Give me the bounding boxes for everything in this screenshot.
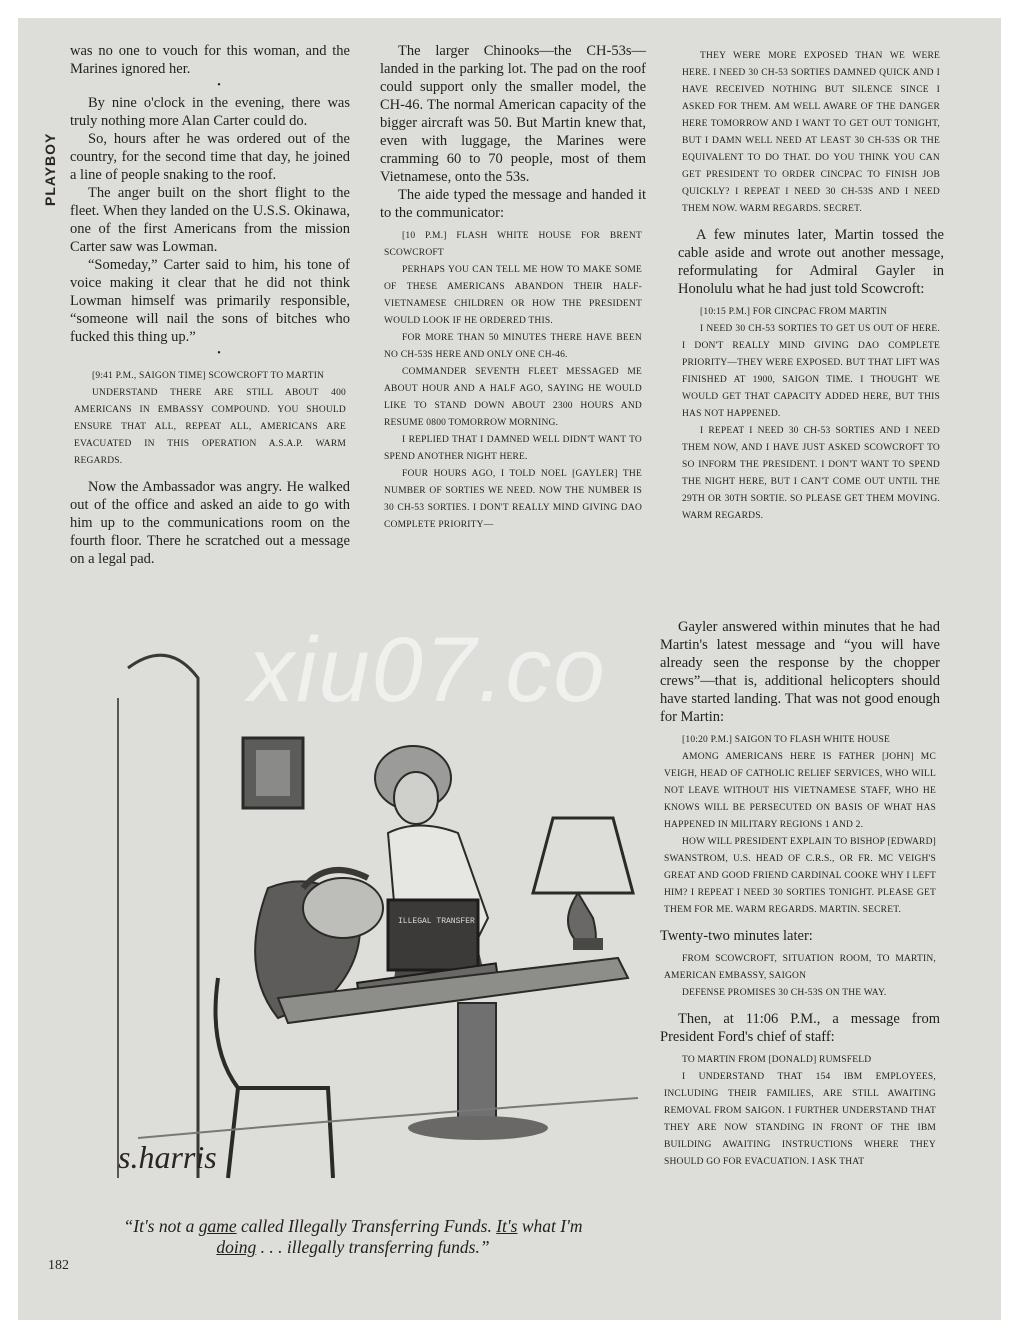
text-column-1 — [70, 42, 350, 568]
cable-block — [660, 732, 940, 919]
section-bullet: • — [217, 80, 221, 91]
paragraph: The larger Chinooks—the CH-53s—landed in the parking lot. The pad on the roof could support only the smaller model, the CH-46. The normal American capacity of the bigger aircraft was 50. But Martin knew that, even with luggage, the Marines were cramming 60 to 70 people, most of them Vietnamese, onto the 53s. — [380, 43, 646, 185]
cable-text: I UNDERSTAND THAT 154 IBM EMPLOYEES, INCLUDING THEIR FAMILIES, ARE STILL AWAITING REMOVAL FROM SAIGON. I FURTHER UNDERSTAND THAT THEY ARE NOW STANDING IN FRONT OF THE IBM BUILDING AWAITING INSTRUCTIONS WHERE THEY SHOULD GO FOR EVACUATION. I ASK THAT — [664, 1072, 936, 1167]
text-column-3-lower — [660, 618, 940, 1179]
woman-face — [394, 772, 438, 824]
cable-block — [678, 304, 944, 525]
cable-block — [660, 951, 940, 1002]
cable-header: [10:15 P.M.] FOR CINCPAC FROM MARTIN — [700, 307, 888, 317]
cable-text: I NEED 30 CH-53 SORTIES TO GET US OUT OF HERE. I DON'T REALLY MIND GIVING DAO COMPLETE PRIORITY—THEY WERE EXPOSED. BUT THAT LIFT WAS FINISHED AT 1900, SAIGON TIME. I THOUGHT WE WOULD GET THAT CAPACITY ADDED HERE, BUT THIS HAS NOT HAPPENED. — [682, 324, 940, 419]
section-bullet: • — [217, 348, 221, 359]
lamp-foot — [573, 938, 603, 950]
cable-block — [70, 368, 350, 470]
caption-emphasis: doing — [216, 1237, 257, 1257]
man-head — [303, 878, 383, 938]
paragraph: A few minutes later, Martin tossed the cable aside and wrote out another message, reformulating for Admiral Gayler in Honolulu what he had just told Scowcroft: — [678, 227, 944, 297]
floor-line — [138, 1098, 638, 1138]
cable-text: AMONG AMERICANS HERE IS FATHER [JOHN] MC VEIGH, HEAD OF CATHOLIC RELIEF SERVICES, WHO WILL NOT LEAVE WITHOUT HIS VIETNAMESE STAFF, WHO HE KNOWS WILL BE PERSECUTED ON BASIS OF WHAT HAS HAPPENED IN MILITARY REGIONS 1 AND 2. — [664, 752, 936, 830]
cable-header: [10 P.M.] FLASH WHITE HOUSE FOR BRENT SCOWCROFT — [384, 231, 642, 258]
artist-signature: s.harris — [118, 1139, 217, 1175]
cable-text: UNDERSTAND THERE ARE STILL ABOUT 400 AMERICANS IN EMBASSY COMPOUND. YOU SHOULD ENSURE THAT ALL, REPEAT ALL, AMERICANS ARE EVACUATED IN THIS OPERATION A.S.A.P. WARM REGARDS. — [74, 388, 346, 466]
cartoon-caption — [118, 1216, 588, 1258]
cable-text: I REPLIED THAT I DAMNED WELL DIDN'T WANT TO SPEND ANOTHER NIGHT HERE. — [384, 435, 642, 462]
paragraph: The anger built on the short flight to the fleet. When they landed on the U.S.S. Okinawa, one of the first Americans from the mission Carter saw was Lowman. — [70, 185, 350, 255]
caption-text: . . . illegally transferring funds.” — [256, 1237, 490, 1257]
paragraph: Gayler answered within minutes that he had Martin's latest message and “you will have already seen the response by the chopper crews”—that is, additional helicopters should have started landing. That was not good enough for Martin: — [660, 619, 940, 725]
monitor-screen-text: ILLEGAL TRANSFER — [398, 917, 475, 926]
caption-text: “It's not a — [123, 1216, 199, 1236]
cable-text: DEFENSE PROMISES 30 CH-53S ON THE WAY. — [682, 988, 887, 998]
magazine-name: PLAYBOY — [42, 132, 58, 206]
page-number: 182 — [48, 1258, 69, 1273]
cable-block — [380, 228, 646, 534]
paragraph: Twenty-two minutes later: — [660, 928, 813, 944]
caption-emphasis: game — [198, 1216, 237, 1236]
text-column-2 — [380, 42, 646, 542]
cable-block — [660, 1052, 940, 1171]
watermark: xiu07.co — [248, 619, 607, 721]
paragraph: The aide typed the message and handed it to the communicator: — [380, 187, 646, 221]
paragraph: Then, at 11:06 P.M., a message from President Ford's chief of staff: — [660, 1011, 940, 1045]
desk-leg — [458, 1003, 496, 1123]
computer-monitor — [388, 900, 478, 970]
cable-text: FOUR HOURS AGO, I TOLD NOEL [GAYLER] THE NUMBER OF SORTIES WE NEED. NOW THE NUMBER IS 30 CH-53 SORTIES. I DON'T REALLY MIND GIVING DAO COMPLETE PRIORITY— — [384, 469, 642, 530]
cable-header: [9:41 P.M., SAIGON TIME] SCOWCROFT TO MARTIN — [92, 371, 325, 381]
cable-text: THEY WERE MORE EXPOSED THAN WE WERE HERE. I NEED 30 CH-53 SORTIES DAMNED QUICK AND I HAVE RECEIVED NOTHING BUT SILENCE SINCE I ASKED FOR THEM. AM WELL AWARE OF THE DANGER HERE TOMORROW AND I WANT TO GET OUT TONIGHT, BUT I DAMN WELL NEED AT LEAST 30 CH-53S OR THE EQUIVALENT TO DO THAT. DO YOU THINK YOU CAN GET PRESIDENT TO ORDER CINCPAC TO FINISH JOB QUICKLY? I REPEAT I NEED 30 CH-53S AND I NEED THEM NOW. WARM REGARDS. SECRET. — [682, 51, 940, 214]
cable-header: [10:20 P.M.] SAIGON TO FLASH WHITE HOUSE — [682, 735, 891, 745]
desk-base — [408, 1116, 548, 1140]
paragraph: So, hours after he was ordered out of the country, for the second time that day, he joined a line of people snaking to the roof. — [70, 131, 350, 183]
cable-text: PERHAPS YOU CAN TELL ME HOW TO MAKE SOME OF THESE AMERICANS ABANDON THEIR HALF-VIETNAMESE CHILDREN OR HOW THE PRESIDENT WOULD LOOK IF HE ORDERED THIS. — [384, 265, 642, 326]
caption-text: called Illegally Transferring Funds. — [236, 1216, 497, 1236]
text-column-3 — [678, 42, 944, 533]
cable-text: COMMANDER SEVENTH FLEET MESSAGED ME ABOUT HOUR AND A HALF AGO, SAYING HE WOULD LIKE TO STAND DOWN ABOUT 2300 HOURS AND RESUME 0800 TOMORROW MORNING. — [384, 367, 642, 428]
doorway-line — [128, 655, 198, 1178]
magazine-page — [18, 18, 1001, 1320]
wall-picture-inner — [256, 750, 290, 796]
paragraph: By nine o'clock in the evening, there was truly nothing more Alan Carter could do. — [70, 95, 350, 129]
paragraph: Now the Ambassador was angry. He walked out of the office and asked an aide to go with him up to the communications room on the fourth floor. There he scratched out a message on a legal pad. — [70, 479, 350, 567]
cable-text: I REPEAT I NEED 30 CH-53 SORTIES AND I NEED THEM NOW, AND I HAVE JUST ASKED SCOWCROFT TO SO INFORM THE PRESIDENT. I DON'T WANT TO SPEND THE NIGHT HERE, BUT I CAN'T COME OUT UNTIL THE 29TH OR 30TH SORTIE. SO PLEASE GET THEM MOVING. WARM REGARDS. — [682, 426, 940, 521]
caption-emphasis: It's — [496, 1216, 518, 1236]
caption-text: what I'm — [517, 1216, 583, 1236]
cable-block — [678, 48, 944, 218]
chair-seat — [238, 1088, 333, 1178]
paragraph: was no one to vouch for this woman, and the Marines ignored her. — [70, 43, 350, 77]
lamp-shade — [533, 818, 633, 893]
chair-back — [216, 978, 239, 1178]
cable-header: TO MARTIN FROM [DONALD] RUMSFELD — [682, 1055, 872, 1065]
cartoon-illustration — [58, 618, 648, 1218]
cable-text: FOR MORE THAN 50 MINUTES THERE HAVE BEEN NO CH-53S HERE AND ONLY ONE CH-46. — [384, 333, 642, 360]
paragraph: “Someday,” Carter said to him, his tone of voice making it clear that he did not think Lowman himself was primarily responsible, “someone will nail the sons of bitches who fucked this thing up.” — [70, 257, 350, 345]
cable-header: FROM SCOWCROFT, SITUATION ROOM, TO MARTIN, AMERICAN EMBASSY, SAIGON — [664, 954, 936, 981]
cable-text: HOW WILL PRESIDENT EXPLAIN TO BISHOP [EDWARD] SWANSTROM, U.S. HEAD OF C.R.S., OR FR. MC VEIGH'S GREAT AND GOOD FRIEND CARDINAL COOKE WHY I LEFT HIM? I REPEAT I NEED 30 SORTIES TONIGHT. PLEASE GET THEM FOR ME. WARM REGARDS. MARTIN. SECRET. — [664, 837, 936, 915]
